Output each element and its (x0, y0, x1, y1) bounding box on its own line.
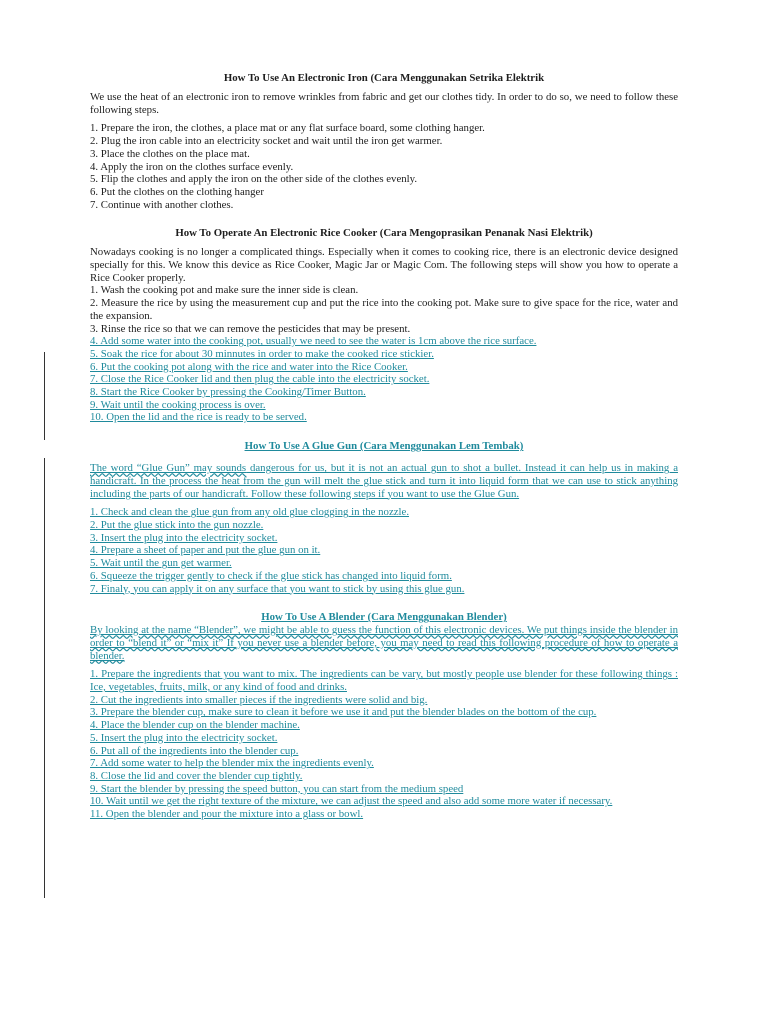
list-item: 2. Cut the ingredients into smaller pieces if the ingredients were solid and big. (90, 693, 428, 706)
section-title: How To Use An Electronic Iron (Cara Menggunakan Setrika Elektrik (223, 72, 545, 84)
list-item: 3. Rinse the rice so that we can remove the pesticides that may be present. (90, 322, 411, 335)
list-item: 7. Close the Rice Cooker lid and then plug the cable into the electricity socket. (90, 373, 430, 386)
section-title: How To Use A Glue Gun (Cara Menggunakan Lem Tembak) (244, 440, 524, 453)
list-item: 4. Add some water into the cooking pot, usually we need to see the water is 1cm above the rice surface. (90, 335, 537, 348)
step-list (90, 506, 678, 595)
list-item: 8. Close the lid and cover the blender cup tightly. (90, 769, 303, 782)
list-item: 7. Add some water to help the blender mix the ingredients evenly. (90, 757, 374, 770)
list-item: 10. Wait until we get the right texture of the mixture, we can adjust the speed and also add some more water if necessary. (90, 795, 613, 808)
list-item: 10. Open the lid and the rice is ready to be served. (90, 411, 307, 424)
list-item: 6. Put the clothes on the clothing hanger (90, 185, 264, 198)
list-item: 9. Start the blender by pressing the speed button, you can start from the medium speed (90, 782, 464, 795)
list-item: 4. Apply the iron on the clothes surface evenly. (90, 160, 294, 173)
section-intro: By looking at the name “Blender”, we might be able to guess the function of this electronic devices. We put things inside the blender in order to “blend it” or “mix it” If you never use a blender before, you may need to read this following procedure of how to operate a blender. (90, 624, 678, 662)
step-list (90, 284, 678, 335)
list-item: 1. Prepare the ingredients that you want to mix. The ingredients can be vary, but mostly people use blender for these following things : Ice, vegetables, fruits, milk, or any kind of food and drinks. (90, 668, 678, 694)
list-item: 2. Plug the iron cable into an electricity socket and wait until the iron get warmer. (90, 135, 443, 148)
list-item: 1. Wash the cooking pot and make sure the inner side is clean. (90, 284, 359, 297)
step-list (90, 668, 678, 820)
list-item: 6. Put all of the ingredients into the blender cup. (90, 744, 299, 757)
list-item: 3. Insert the plug into the electricity socket. (90, 531, 278, 544)
list-item: 3. Prepare the blender cup, make sure to clean it before we use it and put the blender blades on the bottom of the cup. (90, 706, 597, 719)
section-intro: We use the heat of an electronic iron to remove wrinkles from fabric and get our clothes tidy. In order to do so, we need to follow these following steps. (90, 91, 678, 116)
revised-step-list (90, 335, 678, 424)
step-list (90, 122, 678, 211)
list-item: 5. Wait until the gun get warmer. (90, 557, 232, 570)
section-intro (90, 462, 678, 500)
list-item: 9. Wait until the cooking process is over. (90, 398, 266, 411)
list-item: 1. Check and clean the glue gun from any old glue clogging in the nozzle. (90, 506, 410, 519)
list-item: 11. Open the blender and pour the mixture into a glass or bowl. (90, 808, 364, 821)
section-iron (90, 72, 678, 211)
list-item: 3. Place the clothes on the place mat. (90, 147, 250, 160)
list-item: 6. Put the cooking pot along with the rice and water into the Rice Cooker. (90, 360, 408, 373)
list-item: 2. Measure the rice by using the measurement cup and put the rice into the cooking pot. Make sure to give space for the rice, water and the expansion. (90, 297, 678, 322)
list-item: 5. Flip the clothes and apply the iron on the other side of the clothes evenly. (90, 173, 418, 186)
intro-text: dangerous for us, but it is not an actual gun to shot a bullet. Instead it can help us in making a handicraft. In the process the heat from the gun will melt the glue stick and turn it into liquid form that we can use to stick anything including the parts of our handicraft. Follow these following steps if you want to use the Glue Gun. (90, 462, 678, 500)
list-item: 6. Squeeze the trigger gently to check if the glue stick has changed into liquid form. (90, 569, 452, 582)
list-item: 1. Prepare the iron, the clothes, a place mat or any flat surface board, some clothing hanger. (90, 122, 485, 135)
section-rice-cooker (90, 227, 678, 424)
list-item: 5. Soak the rice for about 30 minnutes in order to make the cooked rice stickier. (90, 347, 434, 360)
list-item: 5. Insert the plug into the electricity socket. (90, 731, 278, 744)
list-item: 7. Continue with another clothes. (90, 198, 234, 211)
revision-bar (44, 458, 45, 898)
document-page (90, 72, 678, 835)
section-blender (90, 611, 678, 821)
intro-lead: The word “Glue Gun” may sounds (90, 462, 247, 475)
section-intro: Nowadays cooking is no longer a complicated things. Especially when it comes to cooking rice, there is an electronic device designed specially for this. We know this device as Rice Cooker, Magic Jar or Magic Com. The following steps will show you how to operate a Rice Cooker properly. (90, 246, 678, 284)
list-item: 4. Place the blender cup on the blender machine. (90, 719, 300, 732)
section-title: How To Operate An Electronic Rice Cooker (Cara Mengoprasikan Penanak Nasi Elektrik) (175, 227, 593, 240)
list-item: 8. Start the Rice Cooker by pressing the Cooking/Timer Button. (90, 386, 366, 399)
list-item: 7. Finaly, you can apply it on any surface that you want to stick by using this glue gun. (90, 582, 465, 595)
list-item: 2. Put the glue stick into the gun nozzle. (90, 518, 264, 531)
revision-bar (44, 352, 45, 440)
section-glue-gun (90, 440, 678, 595)
section-title: How To Use A Blender (Cara Menggunakan Blender) (261, 611, 507, 624)
list-item: 4. Prepare a sheet of paper and put the glue gun on it. (90, 544, 321, 557)
